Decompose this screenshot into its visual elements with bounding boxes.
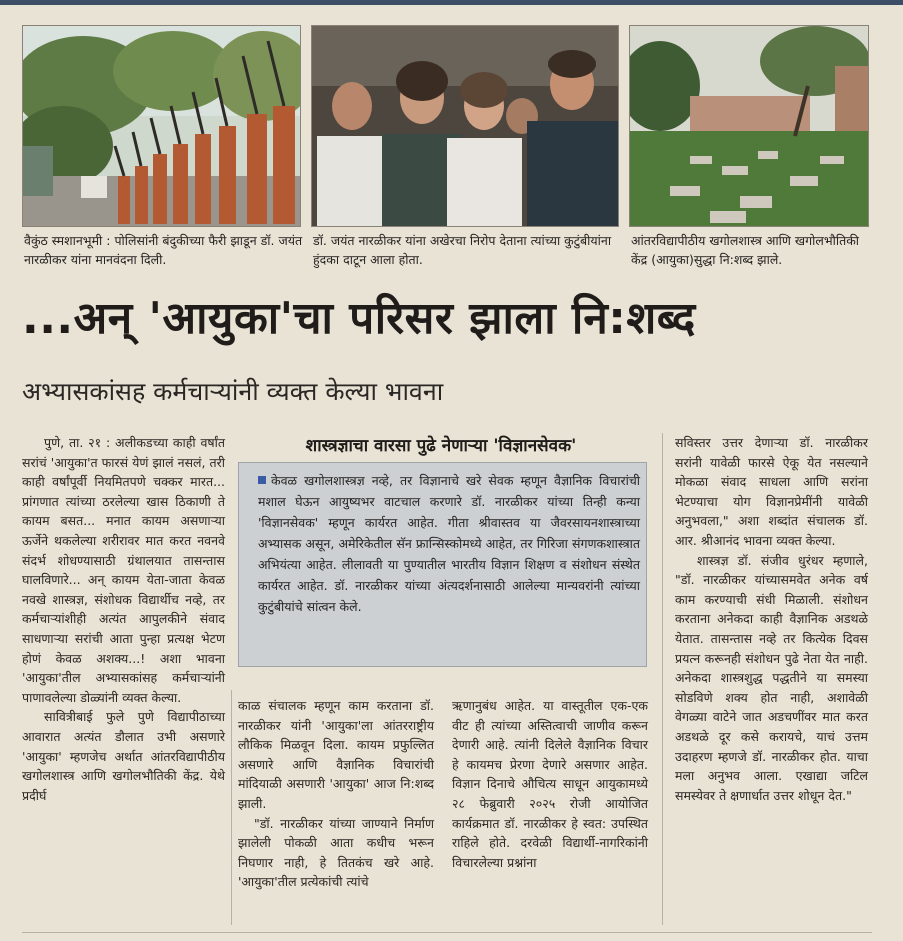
article-column-2 — [238, 696, 434, 892]
column-3-paragraph-1: ऋणानुबंध आहेत. या वास्तूतील एक-एक वीट ही त्यांच्या अस्तित्वाची जाणीव करून देणारी आहे. त्यांनी दिलेले वैज्ञानिक विचार हे कायमच प्रेरणा देणारे असणार आहेत. विज्ञान दिनाचे औचित्य साधून आयुकामध्ये २८ फेब्रुवारी २०२५ रोजी आयोजित कार्यक्रमात डॉ. नारळीकर हे स्वत: उपस्थित राहिले होते. दरवेळी विद्यार्थी-नागरिकांनी विचारलेल्या प्रश्नांना — [452, 698, 648, 870]
article-column-4 — [675, 433, 868, 805]
box-title: शास्त्रज्ञाचा वारसा पुढे नेणाऱ्या 'विज्ञानसेवक' — [305, 436, 577, 456]
caption-photo-1: वैकुंठ स्मशानभूमी : पोलिसांनी बंदुकीच्या फैरी झाडून डॉ. जयंत नारळीकर यांना मानवंदना दिली. — [24, 233, 303, 267]
photo-iucaa-campus — [629, 25, 869, 227]
article-column-1 — [22, 433, 225, 805]
top-border — [0, 0, 903, 5]
caption-photo-2: डॉ. जयंत नारळीकर यांना अखेरचा निरोप देताना त्यांच्या कुटुंबीयांना हुंदका दाटून आला होता. — [313, 233, 612, 267]
column-4-paragraph-1: सविस्तर उत्तर देणाऱ्या डॉ. नारळीकर सरांनी यावेळी फारसे ऐकू येत नसल्याने मोकळा संवाद साधला आणि सरांना भेटण्याचा योग विज्ञानप्रेमींनी यावेळी अनुभवला," अशा शब्दांत संचालक डॉ. आर. श्रीआनंद भावना व्यक्त केल्या. — [675, 435, 868, 548]
photo-iucaa-campus-image — [630, 26, 868, 226]
column-2-paragraph-1: काळ संचालक म्हणून काम करताना डॉ. नारळीकर यांनी 'आयुका'ला आंतरराष्ट्रीय लौकिक मिळवून दिला. कायम प्रफुल्लित असणारे आणि वैज्ञानिक विचारांची मांदियाळी असणारी 'आयुका' आज नि:शब्द झाली. — [238, 698, 434, 811]
box-text: केवळ खगोलशास्त्रज्ञ नव्हे, तर विज्ञानाचे खरे सेवक म्हणून वैज्ञानिक विचारांची मशाल घेऊन आयुष्यभर वाटचाल करणारे डॉ. नारळीकर यांच्या तिन्ही कन्या 'विज्ञानसेवक' म्हणून कार्यरत आहेत. गीता श्रीवास्तव या जैवरसायनशास्त्राच्या अभ्यासक असून, अमेरिकेतील सॅन फ्रान्सिस्कोमध्ये आहेत, तर गिरिजा संगणकशास्त्रात अभियंत्या आहेत. लीलावती या पुण्यातील भारतीय विज्ञान शिक्षण व संशोधन संस्थेत कार्यरत आहेत. डॉ. नारळीकर यांच्या अंत्यदर्शनासाठी आलेल्या मान्यवरांनी त्यांच्या कुटुंबीयांचे सांत्वन केले. — [258, 473, 640, 614]
column-1-paragraph-2: सावित्रीबाई फुले पुणे विद्यापीठाच्या आवारात अत्यंत डौलात उभी असणारे 'आयुका' म्हणजेच अर्थात आंतरविद्यापीठीय खगोलशास्त्र आणि खगोलभौतिकी केंद्र. येथे प्रदीर्घ — [22, 709, 225, 803]
photo-family — [311, 25, 619, 227]
column-2-paragraph-2: "डॉ. नारळीकर यांच्या जाण्याने निर्माण झालेली पोकळी आता कधीच भरून निघणार नाही, हे तितकंच खरे आहे. 'आयुका'तील प्रत्येकांची त्यांचे — [238, 815, 434, 890]
photo-family-image — [312, 26, 618, 226]
column-4-paragraph-2: शास्त्रज्ञ डॉ. संजीव धुरंधर म्हणाले, "डॉ. नारळीकर यांच्यासमवेत अनेक वर्ष काम करण्याची संधी मिळाली. संशोधन करताना अनेकदा काही वैज्ञानिक अडथळे येतात. तासन्तास नव्हे तर कित्येक दिवस प्रयत्न करूनही संशोधन पुढे नेता येत नाही. अनेकदा शास्त्रशुद्ध पद्धतीने या समस्या सोडविणे शक्य होत नाही, अशावेळी वेगळ्या वाटेने जात अडचणींवर मात करत अडथळे दूर कसे करायचे, याचं उत्तम उदाहरण म्हणजे डॉ. नारळीकर होत. याचा मला अनुभव आला. एखाद्या जटिल समस्येवर ते क्षणार्धात उत्तर शोधून देत." — [675, 552, 868, 803]
caption-photo-3: आंतरविद्यापीठीय खगोलशास्त्र आणि खगोलभौतिकी केंद्र (आयुका)सुद्धा नि:शब्द झाले. — [631, 233, 860, 267]
bullet-square-icon — [258, 476, 266, 484]
subheadline: अभ्यासकांसह कर्मचाऱ्यांनी व्यक्त केल्या भावना — [22, 377, 444, 406]
article-column-3 — [452, 696, 648, 872]
column-divider — [662, 433, 663, 925]
photo-gun-salute-image — [23, 26, 300, 226]
photo-gun-salute — [22, 25, 301, 227]
box-text-wrapper — [258, 470, 640, 617]
bottom-rule — [22, 932, 872, 933]
column-divider — [231, 690, 232, 925]
column-1-paragraph-1: पुणे, ता. २१ : अलीकडच्या काही वर्षांत सरांचं 'आयुका'त फारसं येणं झालं नसलं, तरी काही वर्षांपूर्वी नियमितपणे चक्कर मारत... प्रांगणात त्यांच्या ठरलेल्या खास ठिकाणी ते कायम बसत... मनात कायम असणाऱ्या ऊर्जेने थकलेल्या शरीरावर मात करत नवनवे संदर्भ शोधण्यासाठी ग्रंथालयात तासन्तास घालविणारे... अन् कायम येता-जाता केवळ नवखे शास्त्रज्ञ, संशोधक विद्यार्थीच नव्हे, तर कर्मचाऱ्यांशीही अत्यंत आपुलकीने संवाद साधणाऱ्या सरांची आता पुन्हा प्रत्यक्ष भेटण होणं केवळ अशक्य...! अशा भावना 'आयुका'तील अभ्यासकांसह कर्मचाऱ्यांनी पाणावलेल्या डोळ्यांनी व्यक्त केल्या. — [22, 435, 225, 705]
headline: ...अन् 'आयुका'चा परिसर झाला नि:शब्द — [22, 293, 696, 344]
